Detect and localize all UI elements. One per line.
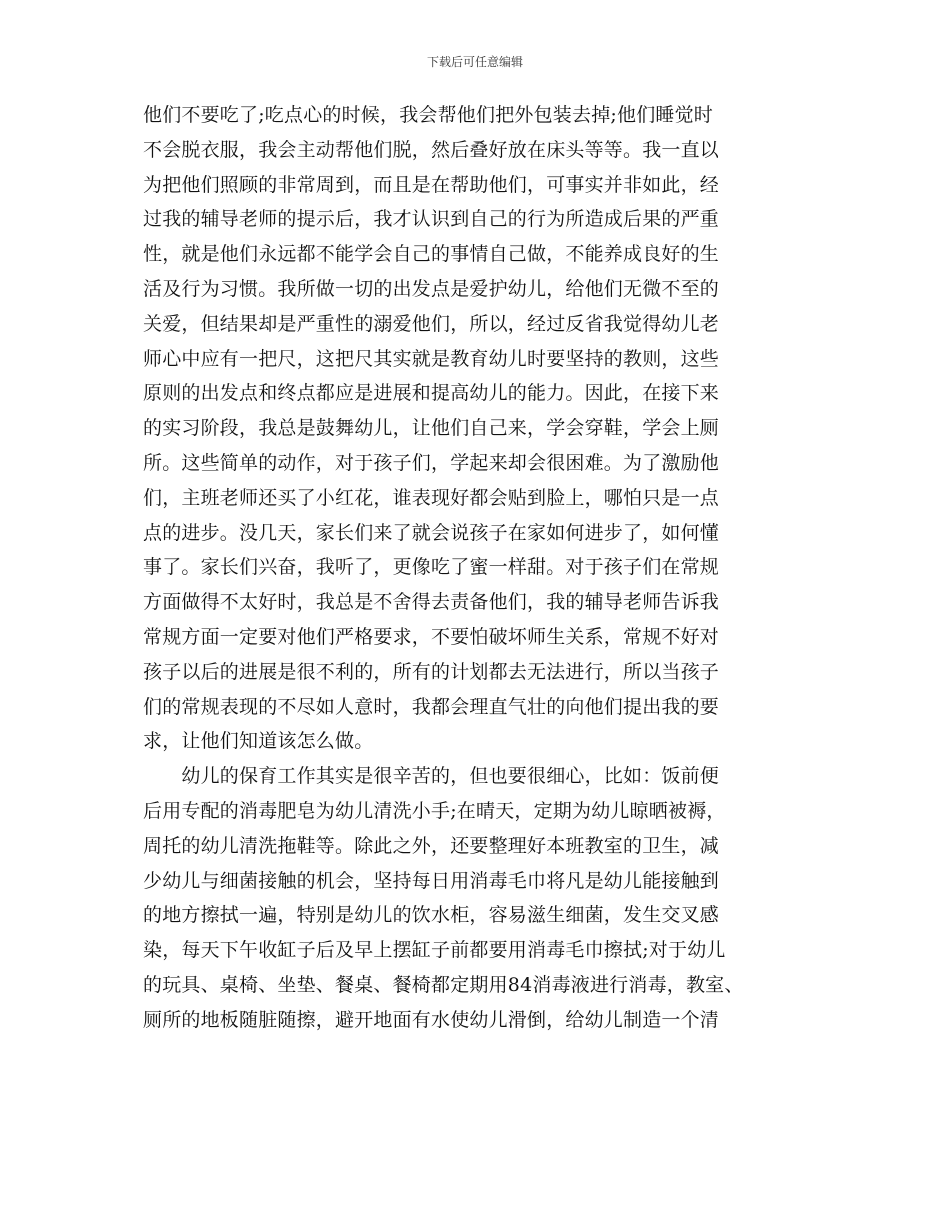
text-line: 求，让他们知道该怎么做。 bbox=[143, 730, 374, 753]
text-line: 的地方擦拭一遍，特别是幼儿的饮水柜，容易滋生细菌，发生交叉感 bbox=[143, 904, 720, 927]
text-line: 的实习阶段，我总是鼓舞幼儿，让他们自己来，学会穿鞋，学会上厕 bbox=[143, 417, 720, 440]
text-line: 后用专配的消毒肥皂为幼儿清洗小手;在晴天，定期为幼儿晾晒被褥， bbox=[143, 799, 726, 822]
text-line: 为把他们照顾的非常周到，而且是在帮助他们，可事实并非如此，经 bbox=[143, 173, 720, 196]
text-line: 原则的出发点和终点都应是进展和提高幼儿的能力。因此，在接下来 bbox=[143, 382, 720, 405]
text-line: 常规方面一定要对他们严格要求，不要怕破坏师生关系，常规不好对 bbox=[143, 625, 720, 648]
text-line: 关爱，但结果却是严重性的溺爱他们，所以，经过反省我觉得幼儿老 bbox=[143, 312, 720, 335]
text-line: 幼儿的保育工作其实是很辛苦的，但也要很细心，比如：饭前便 bbox=[143, 765, 720, 788]
page-header: 下载后可任意编辑 bbox=[426, 55, 523, 69]
text-line: 们，主班老师还买了小红花，谁表现好都会贴到脸上，哪怕只是一点 bbox=[143, 486, 720, 509]
text-line: 事了。家长们兴奋，我听了，更像吃了蜜一样甜。对于孩子们在常规 bbox=[143, 556, 720, 579]
text-line: 们的常规表现的不尽如人意时，我都会理直气壮的向他们提出我的要 bbox=[143, 695, 720, 718]
text-line: 点的进步。没几天，家长们来了就会说孩子在家如何进步了，如何懂 bbox=[143, 521, 720, 544]
text-line: 方面做得不太好时，我总是不舍得去责备他们，我的辅导老师告诉我 bbox=[143, 591, 720, 614]
text-line: 孩子以后的进展是很不利的，所有的计划都去无法进行，所以当孩子 bbox=[143, 660, 720, 683]
text-line: 活及行为习惯。我所做一切的出发点是爱护幼儿，给他们无微不至的 bbox=[143, 277, 720, 300]
text-line: 少幼儿与细菌接触的机会，坚持每日用消毒毛巾将凡是幼儿能接触到 bbox=[143, 869, 720, 892]
body-text bbox=[143, 98, 823, 1038]
text-line: 的玩具、桌椅、坐垫、餐桌、餐椅都定期用84消毒液进行消毒，教室、 bbox=[143, 973, 744, 996]
text-line: 厕所的地板随脏随擦，避开地面有水使幼儿滑倒，给幼儿制造一个清 bbox=[143, 1008, 720, 1031]
text-line: 所。这些简单的动作，对于孩子们，学起来却会很困难。为了激励他 bbox=[143, 451, 720, 474]
text-line: 染，每天下午收缸子后及早上摆缸子前都要用消毒毛巾擦拭;对于幼儿 bbox=[143, 939, 726, 962]
text-line: 师心中应有一把尺，这把尺其实就是教育幼儿时要坚持的教则，这些 bbox=[143, 347, 720, 370]
text-line: 过我的辅导老师的提示后，我才认识到自己的行为所造成后果的严重 bbox=[143, 208, 720, 231]
text-line: 性，就是他们永远都不能学会自己的事情自己做，不能养成良好的生 bbox=[143, 243, 720, 266]
text-line: 不会脱衣服，我会主动帮他们脱，然后叠好放在床头等等。我一直以 bbox=[143, 138, 720, 161]
text-line: 周托的幼儿清洗拖鞋等。除此之外，还要整理好本班教室的卫生，减 bbox=[143, 834, 720, 857]
text-line: 他们不要吃了;吃点心的时候，我会帮他们把外包装去掉;他们睡觉时 bbox=[143, 104, 714, 126]
